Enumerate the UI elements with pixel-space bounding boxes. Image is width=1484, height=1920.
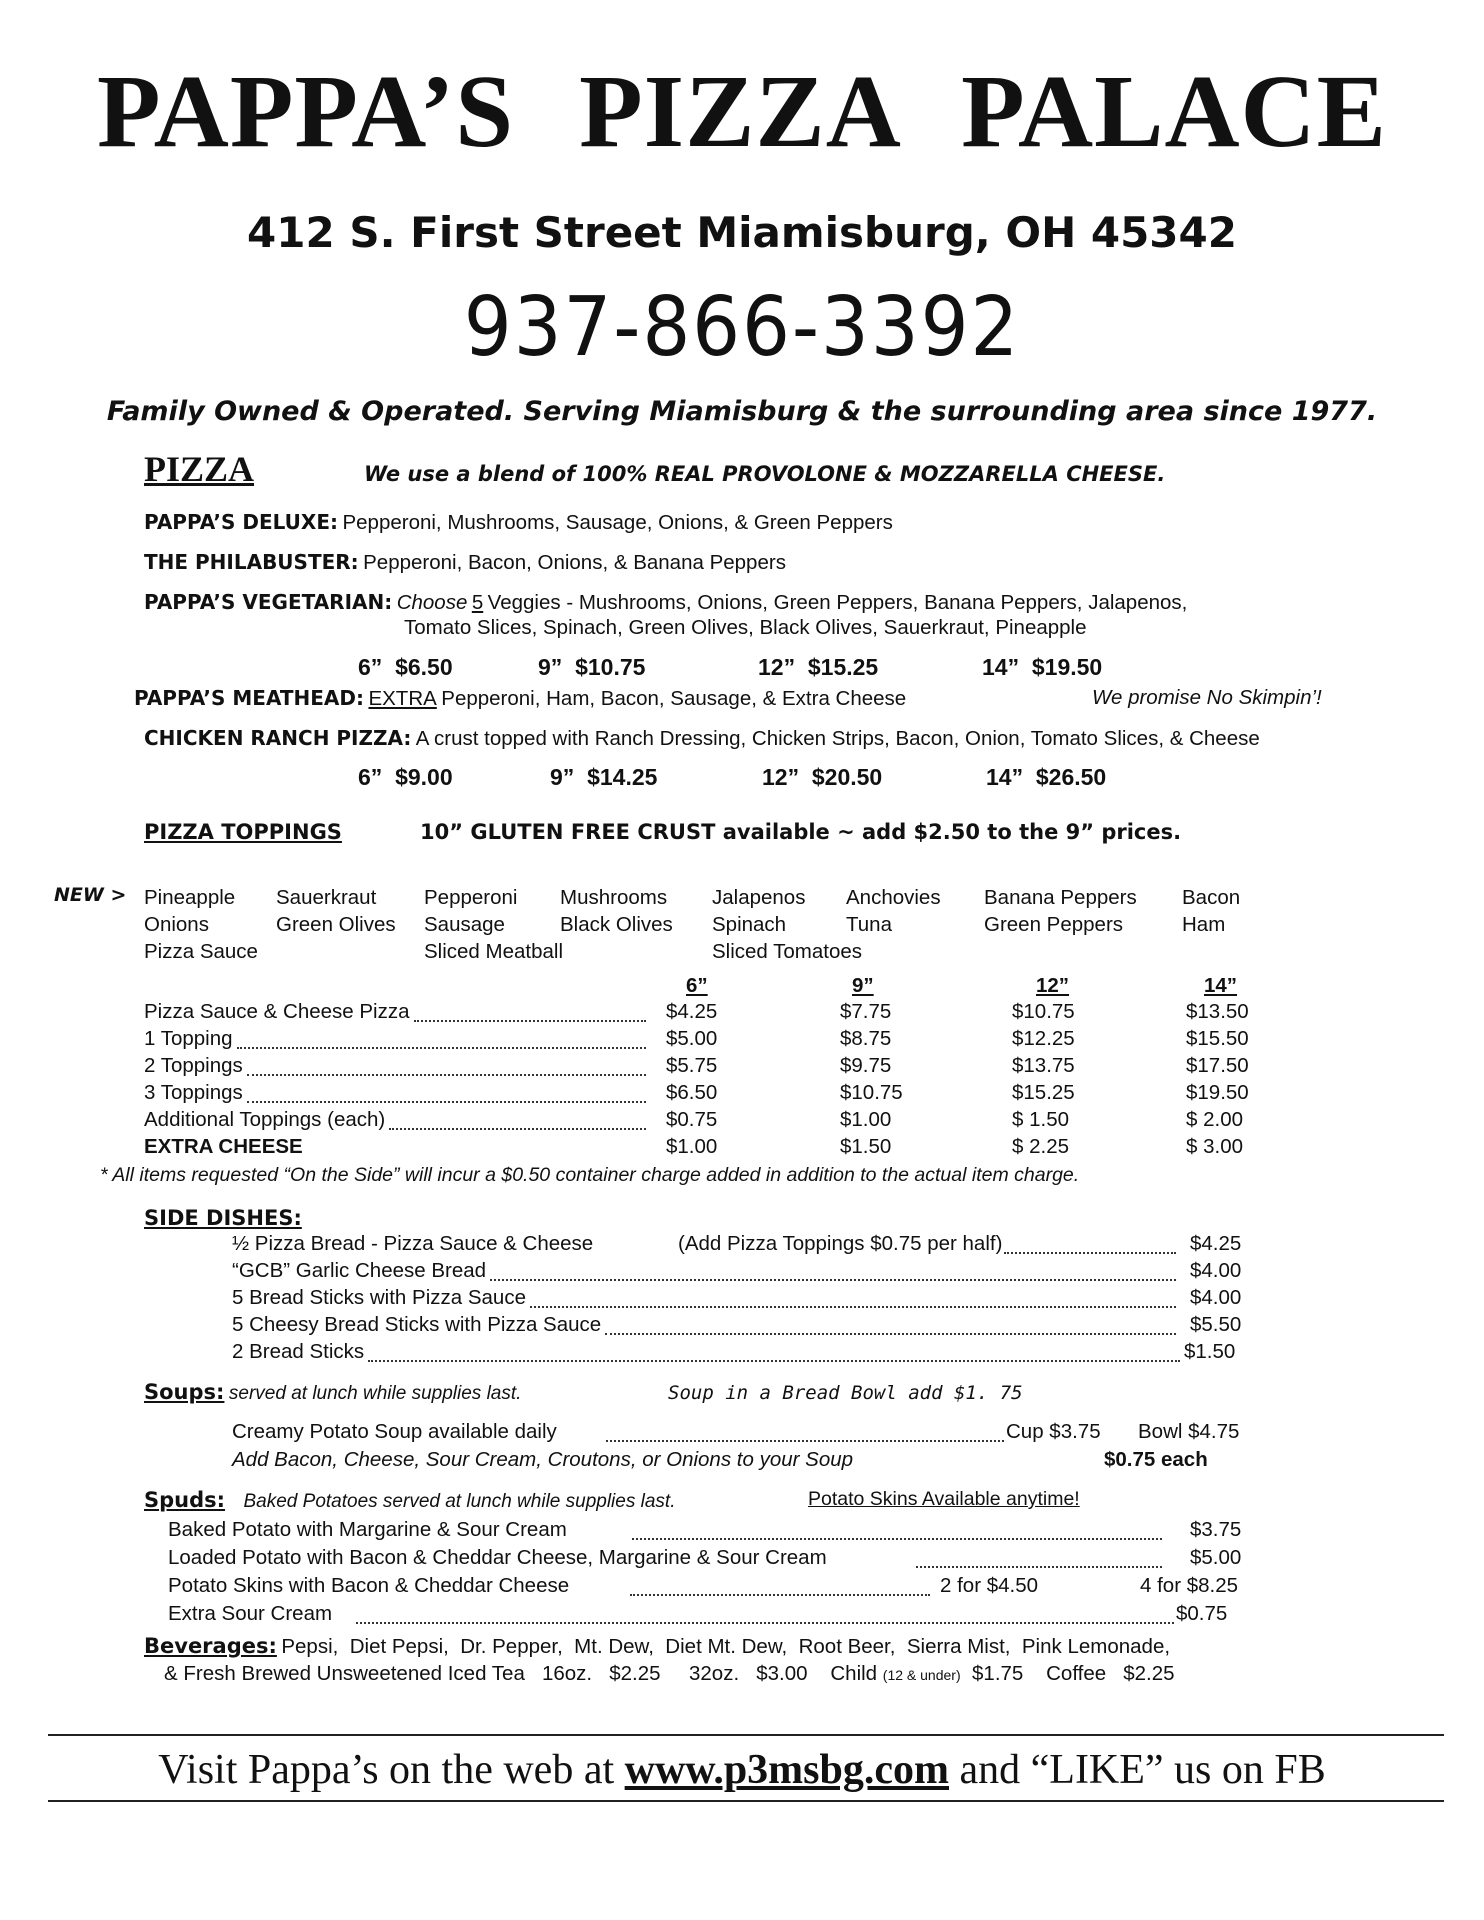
baked-potato-label: Baked Potato with Margarine & Sour Cream bbox=[168, 1518, 567, 1541]
side-dish-label: 2 Bread Sticks bbox=[232, 1340, 365, 1363]
side-dishes-heading: SIDE DISHES: bbox=[144, 1206, 302, 1230]
vegetarian-line1: Veggies - Mushrooms, Onions, Green Peppers, Banana Peppers, Jalapenos, bbox=[487, 591, 1188, 614]
side-dish-price: $1.50 bbox=[1184, 1340, 1236, 1363]
topping-col-5 bbox=[712, 884, 862, 965]
price-cell: $0.75 bbox=[666, 1108, 718, 1131]
soup-addons-price: $0.75 each bbox=[1104, 1448, 1208, 1471]
price-cell: $1.50 bbox=[840, 1135, 892, 1158]
leader-dots bbox=[368, 1360, 1180, 1362]
leader-dots bbox=[606, 1440, 1004, 1442]
leader-dots bbox=[916, 1566, 1162, 1568]
child-label: Child bbox=[830, 1662, 878, 1685]
topping: Pepperoni bbox=[424, 886, 518, 909]
price-cell: $15.25 bbox=[1012, 1081, 1075, 1104]
price-cell: $1.00 bbox=[840, 1108, 892, 1131]
price-32oz: $3.00 bbox=[756, 1662, 808, 1685]
no-skimpin-promise: We promise No Skimpin’! bbox=[1092, 686, 1322, 709]
topping: Anchovies bbox=[846, 886, 941, 909]
leader-dots bbox=[389, 1128, 646, 1130]
beverages-row-2 bbox=[164, 1662, 1175, 1686]
leader-dots bbox=[247, 1101, 646, 1103]
phone-number: 937-866-3392 bbox=[463, 280, 1021, 375]
price-row-label: Pizza Sauce & Cheese Pizza bbox=[144, 1000, 410, 1023]
size-header-9: 9” bbox=[852, 974, 874, 997]
topping: Green Peppers bbox=[984, 913, 1124, 936]
price-row-label: 2 Toppings bbox=[144, 1054, 243, 1077]
topping: Black Olives bbox=[560, 913, 673, 936]
leader-dots bbox=[605, 1333, 1176, 1335]
price-cell: $13.50 bbox=[1186, 1000, 1249, 1023]
topping: Onions bbox=[144, 913, 209, 936]
specialty-price-14: 14” $19.50 bbox=[982, 654, 1103, 680]
topping: Pineapple bbox=[144, 886, 236, 909]
footer-visit: Visit Pappa’s on the web at bbox=[158, 1747, 615, 1793]
topping: Jalapenos bbox=[712, 886, 806, 909]
topping-col-2 bbox=[276, 884, 396, 938]
size-header-14: 14” bbox=[1204, 974, 1238, 997]
side-dish-label: 5 Cheesy Bread Sticks with Pizza Sauce bbox=[232, 1313, 602, 1336]
price-row-label: Additional Toppings (each) bbox=[144, 1108, 386, 1131]
child-note: (12 & under) bbox=[882, 1667, 961, 1683]
deluxe-desc: Pepperoni, Mushrooms, Sausage, Onions, & Green Peppers bbox=[342, 511, 893, 534]
chicken-ranch-name: CHICKEN RANCH PIZZA: bbox=[144, 726, 412, 750]
vegetarian-choose: Choose bbox=[396, 591, 468, 614]
topping: Sliced Tomatoes bbox=[712, 940, 863, 963]
price-cell: $ 3.00 bbox=[1186, 1135, 1243, 1158]
price-cell: $8.75 bbox=[840, 1027, 892, 1050]
size-16oz: 16oz. bbox=[541, 1662, 593, 1685]
side-dish-price: $4.00 bbox=[1190, 1259, 1242, 1282]
leader-dots bbox=[530, 1306, 1176, 1308]
side-dish-price: $4.25 bbox=[1190, 1232, 1242, 1255]
loaded-potato-label: Loaded Potato with Bacon & Cheddar Cheese, Margarine & Sour Cream bbox=[168, 1546, 827, 1569]
price-cell: $17.50 bbox=[1186, 1054, 1249, 1077]
spuds-heading-row bbox=[144, 1488, 675, 1513]
meathead-desc: Pepperoni, Ham, Bacon, Sausage, & Extra Cheese bbox=[441, 687, 907, 710]
size-header-12: 12” bbox=[1036, 974, 1070, 997]
price-cell: $10.75 bbox=[840, 1081, 903, 1104]
price-row-label: EXTRA CHEESE bbox=[144, 1135, 303, 1158]
beverages-row-1 bbox=[144, 1634, 1170, 1659]
topping: Pizza Sauce bbox=[144, 940, 258, 963]
side-dish-label: “GCB” Garlic Cheese Bread bbox=[232, 1259, 487, 1282]
vegetarian-choose-num: 5 bbox=[471, 591, 484, 614]
bread-bowl-note: Soup in a Bread Bowl add $1. 75 bbox=[668, 1382, 1023, 1404]
price-cell: $1.00 bbox=[666, 1135, 718, 1158]
price-cell: $15.50 bbox=[1186, 1027, 1249, 1050]
price-cell: $5.75 bbox=[666, 1054, 718, 1077]
topping-col-8 bbox=[1182, 884, 1240, 938]
coffee-label: Coffee bbox=[1046, 1662, 1107, 1685]
soups-heading: Soups: bbox=[144, 1380, 225, 1404]
footer-like: and “LIKE” us on FB bbox=[959, 1747, 1326, 1793]
deluxe-row bbox=[144, 510, 893, 535]
vegetarian-line2: Tomato Slices, Spinach, Green Olives, Black Olives, Sauerkraut, Pineapple bbox=[404, 616, 1087, 639]
beverages-list: Pepsi, Diet Pepsi, Dr. Pepper, Mt. Dew, Diet Mt. Dew, Root Beer, Sierra Mist, Pink Lemonade, bbox=[281, 1635, 1171, 1658]
topping: Sliced Meatball bbox=[424, 940, 564, 963]
leader-dots bbox=[237, 1047, 646, 1049]
philabuster-desc: Pepperoni, Bacon, Onions, & Banana Peppers bbox=[363, 551, 786, 574]
side-dish-price: $5.50 bbox=[1190, 1313, 1242, 1336]
price-16oz: $2.25 bbox=[609, 1662, 661, 1685]
philabuster-row bbox=[144, 550, 786, 575]
price-cell: $19.50 bbox=[1186, 1081, 1249, 1104]
leader-dots bbox=[247, 1074, 646, 1076]
sour-cream-price: $0.75 bbox=[1176, 1602, 1228, 1625]
size-header-6: 6” bbox=[686, 974, 708, 997]
topping-col-4 bbox=[560, 884, 673, 938]
meathead-row bbox=[134, 686, 906, 711]
price-cell: $13.75 bbox=[1012, 1054, 1075, 1077]
price-cell: $4.25 bbox=[666, 1000, 718, 1023]
deluxe-name: PAPPA’S DELUXE: bbox=[144, 510, 339, 534]
on-the-side-note: * All items requested “On the Side” will incur a $0.50 container charge added in addition to the actual item charge. bbox=[100, 1164, 1080, 1186]
potato-soup-label: Creamy Potato Soup available daily bbox=[232, 1420, 557, 1443]
topping: Sauerkraut bbox=[276, 886, 377, 909]
leader-dots bbox=[490, 1279, 1176, 1281]
website-link[interactable]: www.p3msbg.com bbox=[624, 1747, 949, 1793]
spuds-heading: Spuds: bbox=[144, 1488, 226, 1512]
side-dish-price: $4.00 bbox=[1190, 1286, 1242, 1309]
address: 412 S. First Street Miamisburg, OH 45342 bbox=[247, 208, 1237, 257]
topping-col-1 bbox=[144, 884, 258, 965]
potato-skins-4: 4 for $8.25 bbox=[1140, 1574, 1239, 1597]
price-cell: $5.00 bbox=[666, 1027, 718, 1050]
potato-skins-anytime: Potato Skins Available anytime! bbox=[808, 1488, 1080, 1510]
potato-soup-bowl: Bowl $4.75 bbox=[1138, 1420, 1240, 1443]
chicken-ranch-desc: A crust topped with Ranch Dressing, Chicken Strips, Bacon, Onion, Tomato Slices, & Cheese bbox=[415, 727, 1260, 750]
price-row-label: 1 Topping bbox=[144, 1027, 233, 1050]
potato-skins-2: 2 for $4.50 bbox=[940, 1574, 1039, 1597]
price-row-label: 3 Toppings bbox=[144, 1081, 243, 1104]
new-label: NEW > bbox=[54, 884, 127, 906]
restaurant-title: PAPPA’S PIZZA PALACE bbox=[96, 54, 1388, 169]
leader-dots bbox=[356, 1622, 1174, 1624]
side-dish-extra: (Add Pizza Toppings $0.75 per half) bbox=[678, 1232, 1003, 1255]
chicken-price-9: 9” $14.25 bbox=[550, 764, 658, 790]
meathead-name: PAPPA’S MEATHEAD: bbox=[134, 686, 364, 710]
sour-cream-label: Extra Sour Cream bbox=[168, 1602, 333, 1625]
topping: Spinach bbox=[712, 913, 787, 936]
soups-note: served at lunch while supplies last. bbox=[228, 1383, 522, 1404]
spuds-note: Baked Potatoes served at lunch while supplies last. bbox=[243, 1491, 676, 1512]
beverages-heading: Beverages: bbox=[144, 1634, 277, 1658]
chicken-price-6: 6” $9.00 bbox=[358, 764, 453, 790]
leader-dots bbox=[630, 1594, 930, 1596]
price-cell: $9.75 bbox=[840, 1054, 892, 1077]
chicken-ranch-row bbox=[144, 726, 1260, 751]
size-32oz: 32oz. bbox=[689, 1662, 740, 1685]
pizza-heading: PIZZA bbox=[144, 449, 255, 489]
chicken-price-12: 12” $20.50 bbox=[762, 764, 883, 790]
side-dish-label: 5 Bread Sticks with Pizza Sauce bbox=[232, 1286, 526, 1309]
topping-col-3 bbox=[424, 884, 563, 965]
soup-addons: Add Bacon, Cheese, Sour Cream, Croutons, or Onions to your Soup bbox=[232, 1448, 854, 1471]
potato-soup-cup: Cup $3.75 bbox=[1006, 1420, 1101, 1443]
tagline: Family Owned & Operated. Serving Miamisburg & the surrounding area since 1977. bbox=[106, 396, 1378, 427]
vegetarian-name: PAPPA’S VEGETARIAN: bbox=[144, 590, 393, 614]
philabuster-name: THE PHILABUSTER: bbox=[144, 550, 359, 574]
specialty-price-6: 6” $6.50 bbox=[358, 654, 453, 680]
cheese-note: We use a blend of 100% REAL PROVOLONE & MOZZARELLA CHEESE. bbox=[364, 462, 1166, 486]
topping-col-7 bbox=[984, 884, 1137, 938]
vegetarian-row bbox=[144, 590, 1187, 615]
footer bbox=[0, 1746, 1484, 1794]
specialty-price-12: 12” $15.25 bbox=[758, 654, 879, 680]
loaded-potato-price: $5.00 bbox=[1190, 1546, 1242, 1569]
topping: Ham bbox=[1182, 913, 1226, 936]
leader-dots bbox=[1004, 1252, 1176, 1254]
price-cell: $ 1.50 bbox=[1012, 1108, 1069, 1131]
leader-dots bbox=[414, 1020, 646, 1022]
price-cell: $10.75 bbox=[1012, 1000, 1075, 1023]
price-cell: $12.25 bbox=[1012, 1027, 1075, 1050]
iced-tea: & Fresh Brewed Unsweetened Iced Tea bbox=[164, 1662, 525, 1685]
topping-col-6 bbox=[846, 884, 941, 938]
baked-potato-price: $3.75 bbox=[1190, 1518, 1242, 1541]
meathead-extra: EXTRA bbox=[368, 687, 437, 710]
chicken-price-14: 14” $26.50 bbox=[986, 764, 1107, 790]
child-price: $1.75 bbox=[972, 1662, 1024, 1685]
coffee-price: $2.25 bbox=[1123, 1662, 1175, 1685]
gluten-free-note: 10” GLUTEN FREE CRUST available ~ add $2.50 to the 9” prices. bbox=[420, 820, 1182, 844]
topping: Bacon bbox=[1182, 886, 1241, 909]
footer-rule-bottom bbox=[48, 1800, 1444, 1802]
topping: Green Olives bbox=[276, 913, 396, 936]
potato-skins-label: Potato Skins with Bacon & Cheddar Cheese bbox=[168, 1574, 570, 1597]
price-cell: $7.75 bbox=[840, 1000, 892, 1023]
topping: Tuna bbox=[846, 913, 892, 936]
price-cell: $ 2.00 bbox=[1186, 1108, 1243, 1131]
toppings-heading: PIZZA TOPPINGS bbox=[144, 820, 342, 844]
leader-dots bbox=[632, 1538, 1162, 1540]
soups-heading-row bbox=[144, 1380, 521, 1405]
specialty-price-9: 9” $10.75 bbox=[538, 654, 646, 680]
footer-rule-top bbox=[48, 1734, 1444, 1736]
topping: Mushrooms bbox=[560, 886, 668, 909]
price-cell: $ 2.25 bbox=[1012, 1135, 1069, 1158]
price-cell: $6.50 bbox=[666, 1081, 718, 1104]
side-dish-label: ½ Pizza Bread - Pizza Sauce & Cheese bbox=[232, 1232, 594, 1255]
topping: Sausage bbox=[424, 913, 505, 936]
topping: Banana Peppers bbox=[984, 886, 1137, 909]
